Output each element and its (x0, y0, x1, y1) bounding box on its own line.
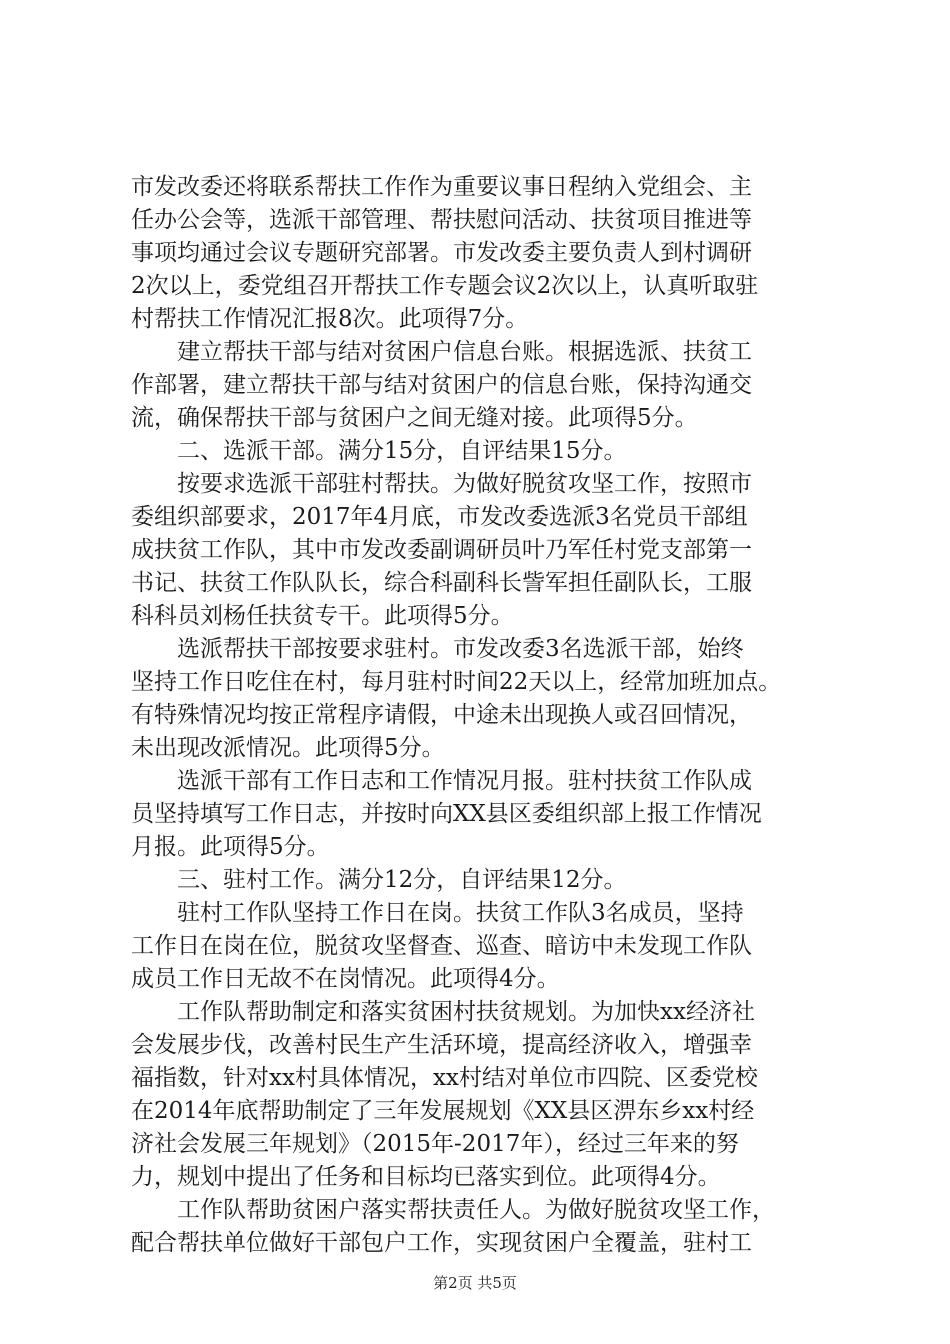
text-line: 有特殊情况均按正常程序请假，中途未出现换人或召回情况， (131, 702, 752, 728)
text-line: 作部署，建立帮扶干部与结对贫困户的信息台账，保持沟通交 (131, 372, 752, 398)
text-line: 任办公会等，选派干部管理、帮扶慰问活动、扶贫项目推进等 (131, 207, 752, 233)
text-line: 坚持工作日吃住在村，每月驻村时间22天以上，经常加班加点。 (131, 669, 782, 695)
text-line: 市发改委还将联系帮扶工作作为重要议事日程纳入党组会、主 (131, 174, 752, 200)
section-heading: 三、驻村工作。满分12分，自评结果12分。 (131, 867, 627, 893)
text-line: 月报。此项得5分。 (131, 834, 330, 860)
text-line: 按要求选派干部驻村帮扶。为做好脱贫攻坚工作，按照市 (131, 471, 752, 497)
text-line: 会发展步伐，改善村民生产生活环境，提高经济收入，增强幸 (131, 1032, 752, 1058)
page-number-footer: 第2页 共5页 (433, 1274, 517, 1292)
text-line: 福指数，针对xx村具体情况，xx村结对单位市四院、区委党校 (131, 1065, 758, 1091)
section-heading: 二、选派干部。满分15分，自评结果15分。 (131, 438, 627, 464)
text-line: 配合帮扶单位做好干部包户工作，实现贫困户全覆盖，驻村工 (131, 1230, 752, 1256)
text-line: 济社会发展三年规划》（2015年-2017年），经过三年来的努 (131, 1131, 739, 1157)
text-line: 成员工作日无故不在岗情况。此项得4分。 (131, 966, 560, 992)
text-line: 驻村工作队坚持工作日在岗。扶贫工作队3名成员，坚持 (131, 900, 744, 926)
text-line: 建立帮扶干部与结对贫困户信息台账。根据选派、扶贫工 (131, 339, 752, 365)
text-line: 工作队帮助制定和落实贫困村扶贫规划。为加快xx经济社 (131, 999, 755, 1025)
text-line: 流，确保帮扶干部与贫困户之间无缝对接。此项得5分。 (131, 405, 698, 431)
text-line: 工作队帮助贫困户落实帮扶责任人。为做好脱贫攻坚工作， (131, 1197, 775, 1223)
text-line: 成扶贫工作队，其中市发改委副调研员叶乃军任村党支部第一 (131, 537, 752, 563)
text-line: 村帮扶工作情况汇报8次。此项得7分。 (131, 306, 529, 332)
text-line: 委组织部要求，2017年4月底，市发改委选派3名党员干部组 (131, 504, 748, 530)
text-line: 2次以上，委党组召开帮扶工作专题会议2次以上，认真听取驻 (131, 273, 759, 299)
text-line: 工作日在岗在位，脱贫攻坚督查、巡查、暗访中未发现工作队 (131, 933, 752, 959)
text-line: 在2014年底帮助制定了三年发展规划《XX县区淠东乡xx村经 (131, 1098, 755, 1124)
text-line: 选派帮扶干部按要求驻村。市发改委3名选派干部，始终 (131, 636, 744, 662)
text-line: 科科员刘杨任扶贫专干。此项得5分。 (131, 603, 514, 629)
text-line: 力，规划中提出了任务和目标均已落实到位。此项得4分。 (131, 1164, 721, 1190)
text-line: 未出现改派情况。此项得5分。 (131, 735, 445, 761)
text-line: 员坚持填写工作日志，并按时向XX县区委组织部上报工作情况 (131, 801, 762, 827)
text-line: 书记、扶贫工作队队长，综合科副科长訾军担任副队长，工服 (131, 570, 752, 596)
text-line: 选派干部有工作日志和工作情况月报。驻村扶贫工作队成 (131, 768, 752, 794)
text-line: 事项均通过会议专题研究部署。市发改委主要负责人到村调研 (131, 240, 752, 266)
